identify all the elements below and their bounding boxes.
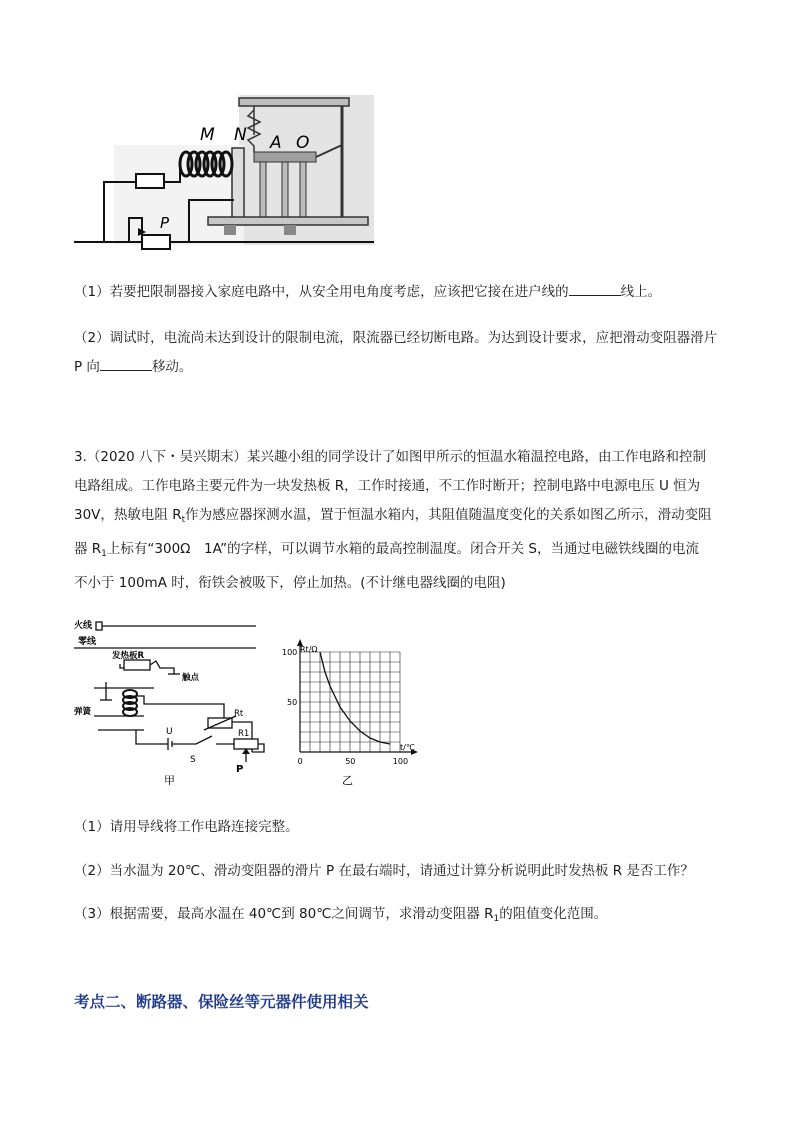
q3-part3: （3）根据需要，最高水温在 40℃到 80℃之间调节，求滑动变阻器 $R_1$的阻值变化范围。 (74, 906, 608, 924)
current-limiter-figure (74, 90, 374, 255)
label-fire-wire: 火线 (74, 621, 93, 631)
y-tick-label: 50 (287, 698, 298, 707)
label-r1: R1 (238, 729, 250, 739)
label-m: M (200, 125, 215, 145)
q2-part2-suffix: 移动。 (151, 359, 193, 375)
x-tick-label: 0 (297, 757, 303, 766)
y-axis-label: Rt/Ω (300, 645, 318, 654)
label-a: A (270, 133, 282, 153)
x-tick-label: 50 (345, 757, 356, 766)
label-p: P (236, 764, 244, 775)
figure-caption-jia: 甲 (164, 774, 175, 787)
label-s: S (190, 755, 196, 765)
label-o: O (296, 133, 310, 153)
chart-caption: 乙 (342, 774, 353, 787)
label-p: P (160, 214, 170, 232)
label-spring: 弹簧 (74, 707, 92, 717)
x-axis-label: t/℃ (400, 743, 415, 752)
section-heading: 考点二、断路器、保险丝等元器件使用相关 (74, 993, 369, 1011)
q3-part2: （2）当水温为 20℃、滑动变阻器的滑片 P 在最右端时，请通过计算分析说明此时发热板 R 是否工作？ (74, 863, 694, 879)
circuit-diagram-jia (74, 612, 274, 792)
answer-blank[interactable] (569, 279, 621, 296)
q3-line: 30V，热敏电阻 $R_t$作为感应器探测水温，置于恒温水箱内，其阻值随温度变化的关系如图乙所示，滑动变阻 (74, 507, 712, 525)
label-contact: 触点 (182, 673, 200, 683)
q3-line: 器 $R_1$上标有“300Ω 1A”的字样，可以调节水箱的最高控制温度。闭合开关 S，当通过电磁铁线圈的电流 (74, 541, 699, 559)
q3-part1: （1）请用导线将工作电路连接完整。 (74, 819, 299, 835)
q3-line: 电路组成。工作电路主要元件为一块发热板 R，工作时接通，不工作时断开；控制电路中电源电压 U 恒为 (74, 478, 701, 494)
label-rt: Rt (234, 709, 244, 719)
label-neutral-wire: 零线 (78, 637, 97, 647)
label-n: N (234, 125, 247, 145)
q2-part1-text: （1）若要把限制器接入家庭电路中，从安全用电角度考虑，应该把它接在进户线的 (74, 284, 569, 300)
q2-part2-text: （2）调试时，电流尚未达到设计的限制电流，限流器已经切断电路。为达到设计要求，应把滑动变阻器滑片 P 向 (74, 330, 718, 375)
q2-part1 (74, 278, 722, 307)
label-u: U (166, 727, 173, 737)
rt-temperature-chart (280, 638, 420, 790)
series-line (320, 652, 390, 744)
x-tick-label: 100 (392, 757, 409, 766)
label-heater: 发热板R (112, 651, 145, 661)
answer-blank[interactable] (100, 354, 152, 371)
q3-line: 3.（2020 八下・吴兴期末）某兴趣小组的同学设计了如图甲所示的恒温水箱温控电路，由工作电路和控制 (74, 449, 707, 465)
q3-line: 不小于 100mA 时，衔铁会被吸下，停止加热。(不计继电器线圈的电阻) (74, 575, 506, 591)
q3-stem (74, 443, 722, 598)
y-tick-label: 100 (282, 648, 298, 657)
q2-part2 (74, 324, 722, 382)
q2-part1-suffix: 线上。 (620, 284, 662, 300)
